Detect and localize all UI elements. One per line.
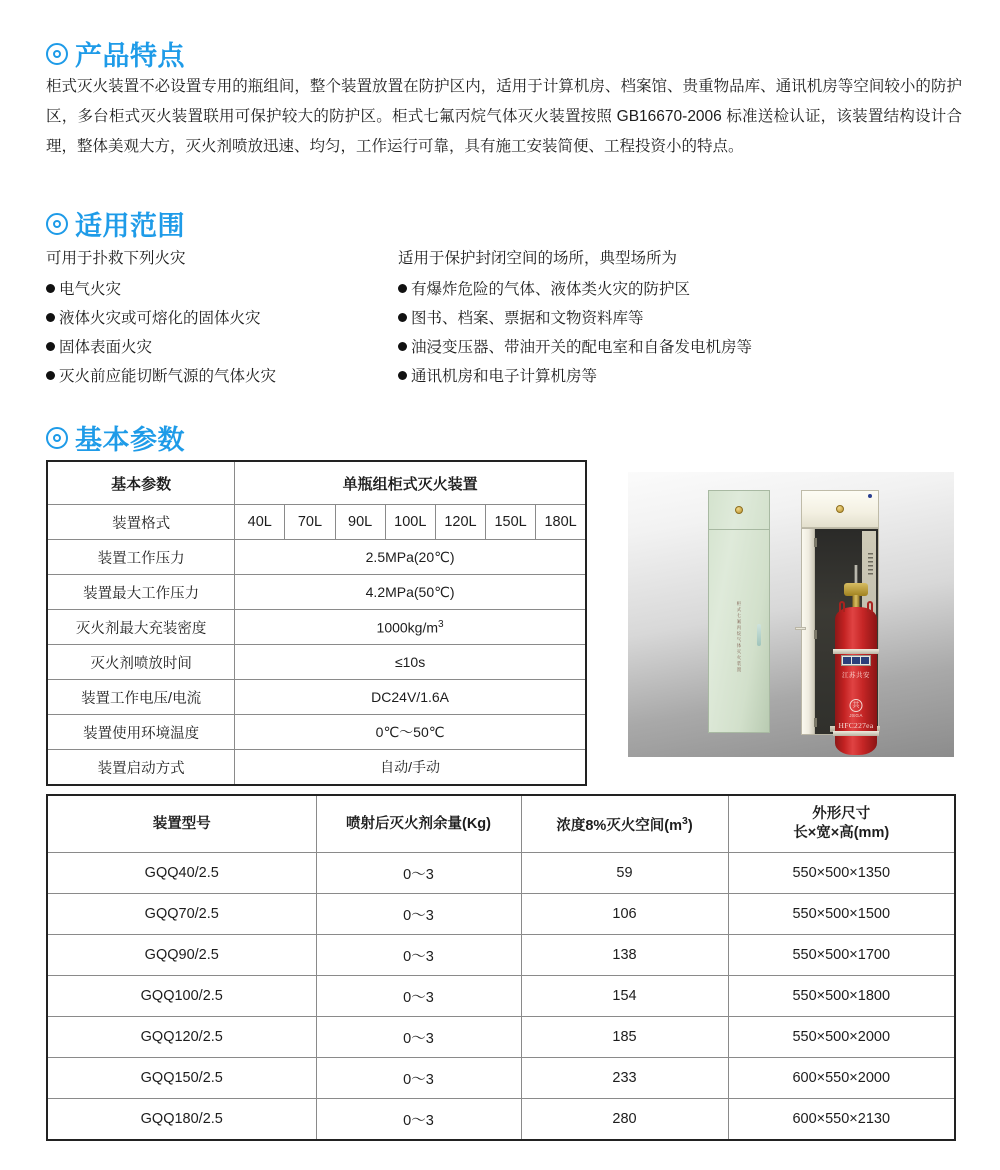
models-header-dimension-line1: 外形尺寸: [812, 806, 871, 822]
ring-bullet-icon: [46, 43, 68, 65]
table-row: [47, 575, 586, 610]
table-row: [47, 976, 955, 1017]
bullet-dot-icon: [46, 313, 55, 322]
residual-cell: 0～3: [316, 1099, 521, 1141]
bullet-dot-icon: [398, 371, 407, 380]
spec-row-label: 装置工作电压/电流: [47, 680, 235, 715]
ring-bullet-icon: [46, 427, 68, 449]
residual-cell: 0～3: [316, 1058, 521, 1099]
spec-volume-cell: 40L: [235, 505, 285, 540]
space-cell: 106: [521, 894, 728, 935]
open-cabinet-image: [801, 490, 879, 735]
spec-row-label: 装置工作压力: [47, 540, 235, 575]
models-header-space-superscript: 3: [682, 816, 688, 828]
section-heading-scope-label: 适用范围: [75, 211, 185, 241]
residual-cell: 0～3: [316, 894, 521, 935]
bullet-dot-icon: [46, 284, 55, 293]
cabinet-hood: [801, 490, 879, 528]
spec-volume-cell: 70L: [285, 505, 335, 540]
cylinder-agent-label: HFC227ea: [838, 721, 874, 730]
bullet-dot-icon: [398, 313, 407, 322]
cabinet-vertical-label: 柜式七氟丙烷气体灭火装置: [737, 601, 742, 673]
models-header-residual: 喷射后灭火剂余量(Kg): [316, 795, 521, 853]
models-header-space: [521, 795, 728, 853]
spec-row-value: 自动/手动: [235, 750, 586, 786]
spec-volume-cell: 180L: [536, 505, 586, 540]
section-heading-params: [46, 418, 185, 457]
table-row: [47, 680, 586, 715]
models-header-dimension: [728, 795, 955, 853]
spec-row-value: DC24V/1.6A: [235, 680, 586, 715]
table-row: [47, 750, 586, 786]
spec-header-col1: 基本参数: [47, 461, 235, 505]
cylinder-handle-left: [839, 601, 845, 612]
cylinder-band: [833, 649, 879, 654]
residual-cell: 0～3: [316, 976, 521, 1017]
spec-row-value-superscript: 3: [438, 618, 444, 630]
section-heading-scope: [46, 204, 185, 243]
dimension-cell: 600×550×2000: [728, 1058, 955, 1099]
table-row: [47, 715, 586, 750]
model-cell: GQQ100/2.5: [47, 976, 316, 1017]
table-row: [47, 1058, 955, 1099]
section-heading-features-label: 产品特点: [75, 41, 185, 71]
dimension-cell: 550×500×1500: [728, 894, 955, 935]
dimension-cell: 550×500×2000: [728, 1017, 955, 1058]
space-cell: 138: [521, 935, 728, 976]
spec-row-label: 装置格式: [47, 505, 235, 540]
residual-cell: 0～3: [316, 853, 521, 894]
features-paragraph: 柜式灭火装置不必设置专用的瓶组间，整个装置放置在防护区内，适用于计算机房、档案馆、贵重物品库、通讯机房等空间较小的防护区，多台柜式灭火装置联用可保护较大的防护区。柜式七氟丙烷气体灭火装置按照 GB16670-2006 标准送检认证，该装置结构设计合理，整体美观大方，灭火剂喷放迅速、均匀，工作运行可靠，具有施工安装简便、工程投资小的特点。: [46, 78, 962, 155]
list-item-label: 电气火灾: [59, 281, 122, 298]
spec-row-value-text: 1000kg/m: [376, 619, 439, 636]
door-hinge-icon: [814, 538, 817, 547]
scope-list-left: [46, 244, 276, 391]
space-cell: 59: [521, 853, 728, 894]
table-row: [47, 894, 955, 935]
list-item: [398, 362, 752, 391]
table-row: [47, 610, 586, 645]
bullet-dot-icon: [398, 284, 407, 293]
model-cell: GQQ180/2.5: [47, 1099, 316, 1141]
space-cell: 154: [521, 976, 728, 1017]
section-heading-features: [46, 34, 185, 73]
list-item: [46, 275, 276, 304]
product-photo: [628, 472, 954, 757]
spec-row-value: 4.2MPa(50℃): [235, 575, 586, 610]
spec-volume-cell: 90L: [335, 505, 385, 540]
discharge-pipe: [855, 565, 858, 585]
list-item: [46, 304, 276, 333]
cylinder-brand-label: 江苏共安: [842, 672, 870, 679]
spec-table: [46, 460, 587, 786]
bullet-dot-icon: [398, 342, 407, 351]
scope-right-lead: 适用于保护封闭空间的场所，典型场所为: [398, 250, 678, 267]
table-row: [47, 645, 586, 680]
list-item-label: 液体火灾或可熔化的固体火灾: [59, 310, 261, 327]
table-row: [47, 853, 955, 894]
label-plate-segment: [852, 657, 860, 664]
model-cell: GQQ90/2.5: [47, 935, 316, 976]
jsga-logo-icon: 共: [850, 699, 863, 712]
door-handle-icon: [795, 627, 806, 630]
list-item: [398, 275, 752, 304]
list-item-label: 图书、档案、票据和文物资料库等: [411, 310, 644, 327]
list-item: [46, 333, 276, 362]
jsga-logo-subtext: JSGA: [849, 713, 863, 718]
scope-list-right: [398, 244, 752, 391]
closed-cabinet-image: [708, 490, 770, 733]
model-cell: GQQ150/2.5: [47, 1058, 316, 1099]
table-row: [47, 1099, 955, 1141]
table-row: [47, 461, 586, 505]
list-item: [46, 362, 276, 391]
spec-row-value: 2.5MPa(20℃): [235, 540, 586, 575]
spec-row-label: 灭火剂喷放时间: [47, 645, 235, 680]
models-header-space-suffix: ): [687, 817, 693, 834]
models-header-space-prefix: 浓度8%灭火空间(m: [556, 817, 683, 834]
cabinet-lock-knob-icon: [836, 505, 844, 513]
bullet-dot-icon: [46, 342, 55, 351]
spec-row-label: 装置最大工作压力: [47, 575, 235, 610]
residual-cell: 0～3: [316, 935, 521, 976]
scope-left-lead: 可用于扑救下列火灾: [46, 250, 186, 267]
dimension-cell: 550×500×1350: [728, 853, 955, 894]
models-table: [46, 794, 956, 1141]
cabinet-seam: [709, 529, 769, 530]
cabinet-handle-icon: [757, 624, 761, 646]
bullet-dot-icon: [46, 371, 55, 380]
list-item-label: 通讯机房和电子计算机房等: [411, 368, 598, 385]
space-cell: 233: [521, 1058, 728, 1099]
model-cell: GQQ70/2.5: [47, 894, 316, 935]
table-row: [47, 540, 586, 575]
door-hinge-icon: [814, 630, 817, 639]
cabinet-door: [801, 528, 815, 735]
cylinder-label-plate: [841, 655, 871, 666]
list-item-label: 灭火前应能切断气源的气体火灾: [59, 368, 277, 385]
table-row: [47, 1017, 955, 1058]
dimension-cell: 550×500×1800: [728, 976, 955, 1017]
spec-row-value: [235, 610, 586, 645]
models-header-model: 装置型号: [47, 795, 316, 853]
spec-row-label: 装置使用环境温度: [47, 715, 235, 750]
cylinder-handle-right: [867, 601, 873, 612]
space-cell: 185: [521, 1017, 728, 1058]
cabinet-lock-knob-icon: [735, 506, 743, 514]
spec-row-label: 灭火剂最大充装密度: [47, 610, 235, 645]
list-item-label: 油浸变压器、带油开关的配电室和自备发电机房等: [411, 339, 753, 356]
section-heading-params-label: 基本参数: [75, 425, 185, 455]
table-row: [47, 505, 586, 540]
spec-row-value: 0℃～50℃: [235, 715, 586, 750]
indicator-dot-icon: [868, 494, 872, 498]
list-item-label: 有爆炸危险的气体、液体类火灾的防护区: [411, 281, 691, 298]
spec-row-value: ≤10s: [235, 645, 586, 680]
spec-volume-cell: 150L: [486, 505, 536, 540]
list-item: [398, 304, 752, 333]
spec-volume-cell: 120L: [435, 505, 485, 540]
models-header-dimension-line2: 长×宽×高(mm): [793, 825, 890, 841]
cylinder-band: [833, 731, 879, 736]
model-cell: GQQ40/2.5: [47, 853, 316, 894]
spec-header-col2: 单瓶组柜式灭火装置: [235, 461, 586, 505]
extinguisher-cylinder: [835, 595, 877, 757]
label-plate-segment: [861, 657, 869, 664]
dimension-cell: 550×500×1700: [728, 935, 955, 976]
label-plate-segment: [843, 657, 851, 664]
table-row: [47, 795, 955, 853]
residual-cell: 0～3: [316, 1017, 521, 1058]
table-row: [47, 935, 955, 976]
ring-bullet-icon: [46, 213, 68, 235]
door-hinge-icon: [814, 718, 817, 727]
cabinet-interior: [814, 528, 879, 735]
space-cell: 280: [521, 1099, 728, 1141]
list-item: [398, 333, 752, 362]
cabinet-vent-icon: [868, 553, 873, 575]
spec-row-label: 装置启动方式: [47, 750, 235, 786]
dimension-cell: 600×550×2130: [728, 1099, 955, 1141]
list-item-label: 固体表面火灾: [59, 339, 153, 356]
spec-volume-cell: 100L: [385, 505, 435, 540]
model-cell: GQQ120/2.5: [47, 1017, 316, 1058]
